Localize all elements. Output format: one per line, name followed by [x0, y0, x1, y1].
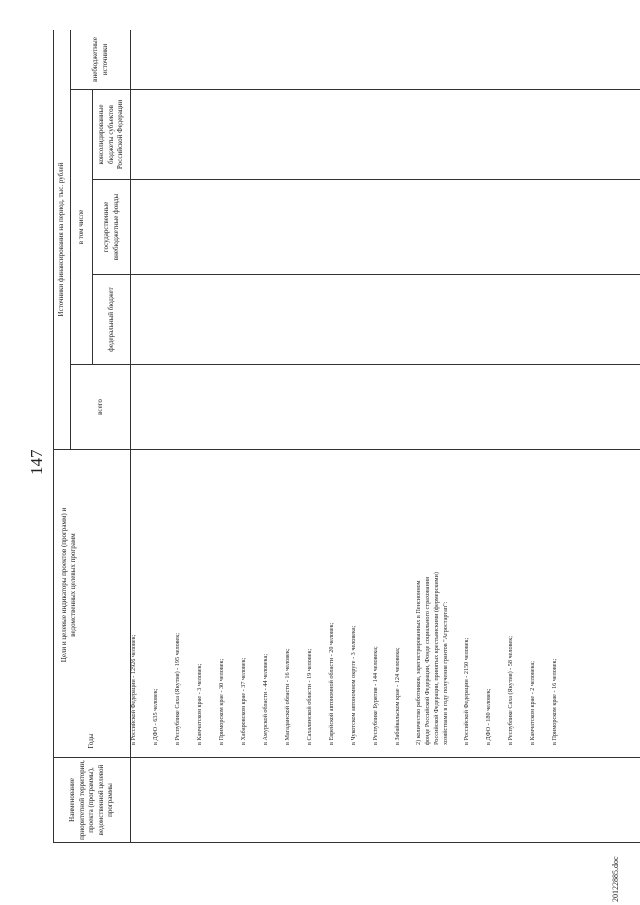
- list-item: в Приморском крае - 16 человек;: [551, 658, 558, 745]
- col-divider-years: [53, 757, 640, 758]
- list-item: в Камчатском крае - 3 человек;: [196, 663, 203, 745]
- list-item: в ДФО - 635 человек;: [152, 688, 159, 745]
- list-item: в Российской Федерации - 2150 человек;: [463, 637, 470, 745]
- list-item: в Республике Саха (Якутия) - 195 человек;: [174, 632, 181, 745]
- list-item: в Камчатском крае - 2 человека;: [529, 661, 536, 745]
- header-funding-sources: Источники финансирования на период, тыс. рублей: [57, 162, 66, 317]
- header-years: Годы: [87, 733, 96, 749]
- col-divider-regional: [70, 89, 640, 90]
- col-divider-state-funds: [92, 179, 640, 180]
- header-regional: консолидированные бюджеты субъектов Российской Федерации: [97, 99, 125, 170]
- header-including: в том числе: [76, 209, 85, 245]
- list-item: 2) количество работников, зарегистрированных в Пенсионном: [415, 580, 422, 745]
- list-item: в Республике Саха (Якутия) - 58 человек;: [507, 636, 514, 745]
- col-divider-total: [70, 364, 640, 365]
- list-item: хозяйствами в году получения грантов "Агростартап":: [442, 601, 449, 745]
- list-item: в Чукотском автономном округе - 3 человека;: [350, 625, 357, 745]
- header-federal: федеральный бюджет: [106, 287, 115, 352]
- list-item: в Забайкальском крае - 124 человека;: [394, 647, 401, 745]
- list-item: в Сахалинской области - 19 человек;: [306, 648, 313, 745]
- header-name: Наименование приоритетной территории, проекта (программы), ведомственной целевой программы: [68, 760, 115, 840]
- col-divider-federal: [92, 274, 640, 275]
- list-item: фонде Российской Федерации, Фонде социального страхования: [424, 577, 431, 745]
- list-item: в Еврейской автономной области - 20 человек;: [328, 622, 335, 745]
- header-state-funds: государственные внебюджетные фонды: [102, 193, 120, 261]
- header-extrabudgetary: внебюджетные источники: [91, 37, 109, 82]
- header-total: всего: [95, 399, 104, 415]
- list-item: в Амурской области - 44 человека;: [262, 653, 269, 745]
- list-item: в Приморском крае - 30 человек;: [218, 658, 225, 745]
- list-item: в ДФО - 180 человек;: [485, 688, 492, 745]
- list-item: Российской Федерации, принятых крестьянскими (фермерскими): [433, 572, 440, 745]
- list-item: в Магаданской области - 16 человек;: [284, 648, 291, 745]
- table-left-border: [53, 842, 640, 843]
- page-number: 147: [27, 449, 46, 475]
- header-goals: Цели и целевые индикаторы проектов (программ) и ведомственных целевых программ: [60, 507, 78, 663]
- document-code: 20122885.doc: [611, 856, 620, 902]
- list-item: в Хабаровском крае - 37 человек;: [240, 657, 247, 745]
- list-item: в Республике Бурятия - 144 человека;: [372, 646, 379, 745]
- list-item: в Российской Федерации - 12926 человек;: [130, 634, 137, 745]
